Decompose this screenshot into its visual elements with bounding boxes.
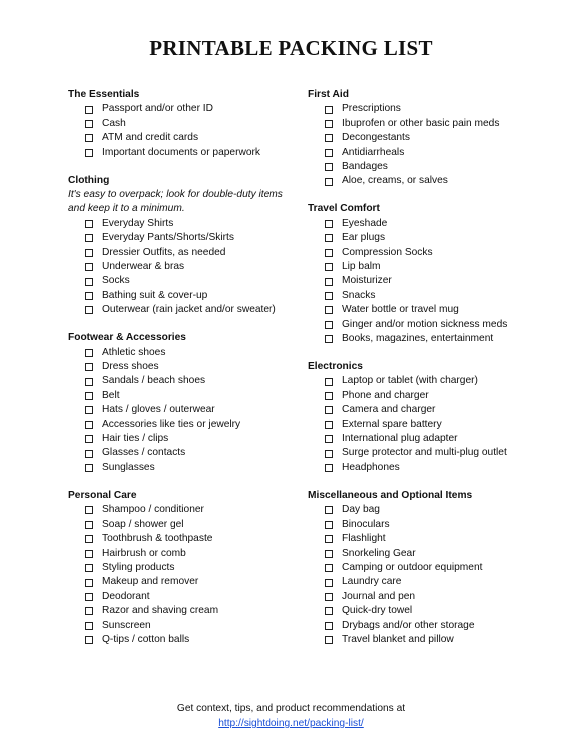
checklist-item-label: Q-tips / cotton balls [102, 633, 190, 645]
section-miscellaneous-and-optional-items [308, 489, 548, 647]
checklist-item[interactable] [308, 102, 548, 116]
checklist-item-label: Everyday Pants/Shorts/Skirts [102, 232, 234, 244]
checklist-item[interactable] [308, 575, 548, 589]
checklist-item[interactable] [68, 389, 298, 403]
checkbox-icon[interactable] [85, 134, 93, 142]
checklist-item-label: Camping or outdoor equipment [342, 561, 483, 573]
footer-link[interactable]: http://sightdoing.net/packing-list/ [218, 718, 364, 729]
section-the-essentials [68, 88, 298, 160]
checklist-item-label: International plug adapter [342, 433, 458, 445]
checklist-item-label: Compression Socks [342, 246, 433, 258]
checklist-item[interactable] [68, 518, 298, 532]
checklist-item-label: Outerwear (rain jacket and/or sweater) [102, 304, 276, 316]
checkbox-icon[interactable] [325, 378, 333, 386]
checkbox-icon[interactable] [85, 636, 93, 644]
checklist-item[interactable] [68, 217, 298, 231]
checkbox-icon[interactable] [325, 335, 333, 343]
checklist-item-label: Toothbrush & toothpaste [102, 533, 213, 545]
checklist-item[interactable] [68, 303, 298, 317]
checkbox-icon[interactable] [325, 249, 333, 257]
checklist-item-label: ATM and credit cards [102, 132, 199, 144]
right-column [308, 88, 548, 661]
checklist-item-label: Underwear & bras [102, 261, 185, 273]
checklist-item[interactable] [308, 131, 548, 145]
checkbox-icon[interactable] [85, 120, 93, 128]
checklist-item[interactable] [308, 446, 548, 460]
checklist-item-label: Glasses / contacts [102, 447, 186, 459]
checkbox-icon[interactable] [85, 593, 93, 601]
checklist-item-label: Styling products [102, 561, 175, 573]
checkbox-icon[interactable] [325, 622, 333, 630]
checklist-item[interactable] [308, 389, 548, 403]
checklist-item[interactable] [68, 246, 298, 260]
checklist-item[interactable] [308, 604, 548, 618]
checklist-item[interactable] [68, 289, 298, 303]
checklist-item[interactable] [308, 160, 548, 174]
checkbox-icon[interactable] [85, 249, 93, 257]
checklist-item-label: Passport and/or other ID [102, 103, 213, 115]
checklist-item-label: Snorkeling Gear [342, 547, 416, 559]
checkbox-icon[interactable] [85, 220, 93, 228]
checklist-item-label: Hats / gloves / outerwear [102, 404, 215, 416]
section-title: Personal Care [68, 489, 137, 501]
section-title: Footwear & Accessories [68, 332, 186, 344]
checklist-item[interactable] [68, 146, 298, 160]
checkbox-icon[interactable] [85, 535, 93, 543]
checkbox-icon[interactable] [85, 464, 93, 472]
checklist-item[interactable] [308, 289, 548, 303]
footer-text: Get context, tips, and product recommendations at [176, 703, 406, 714]
checklist-item-label: Ginger and/or motion sickness meds [342, 318, 508, 330]
section-title: First Aid [308, 89, 349, 100]
checklist-item[interactable] [308, 547, 548, 561]
checklist-item[interactable] [308, 146, 548, 160]
checklist-item-label: Cash [102, 117, 126, 129]
footer [0, 701, 582, 731]
checkbox-icon[interactable] [85, 579, 93, 587]
checkbox-icon[interactable] [85, 263, 93, 271]
checklist-item-label: Travel blanket and pillow [342, 633, 454, 645]
checkbox-icon[interactable] [325, 306, 333, 314]
checkbox-icon[interactable] [325, 263, 333, 271]
checklist-item-label: Flashlight [342, 533, 386, 545]
checklist-item[interactable] [68, 532, 298, 546]
checkbox-icon[interactable] [85, 607, 93, 615]
checklist-item-label: Sandals / beach shoes [102, 375, 206, 387]
checklist-item[interactable] [308, 619, 548, 633]
checkbox-icon[interactable] [85, 435, 93, 443]
checklist-item[interactable] [308, 117, 548, 131]
checklist-item[interactable] [68, 418, 298, 432]
section-first-aid [308, 88, 548, 189]
checkbox-icon[interactable] [325, 435, 333, 443]
checklist-item[interactable] [68, 117, 298, 131]
checklist-item-label: Antidiarrheals [342, 146, 405, 158]
checklist-item-label: Everyday Shirts [102, 217, 174, 229]
checkbox-icon[interactable] [325, 321, 333, 329]
checklist-item[interactable] [308, 503, 548, 517]
checkbox-icon[interactable] [325, 120, 333, 128]
checkbox-icon[interactable] [85, 392, 93, 400]
checklist-item[interactable] [308, 432, 548, 446]
checklist-item[interactable] [68, 633, 298, 647]
checkbox-icon[interactable] [325, 278, 333, 286]
checklist-item-label: Dressier Outfits, as needed [102, 246, 226, 258]
checklist-item-label: Laptop or tablet (with charger) [342, 375, 478, 387]
checkbox-icon[interactable] [85, 106, 93, 114]
checklist-item[interactable] [308, 217, 548, 231]
checkbox-icon[interactable] [325, 421, 333, 429]
checkbox-icon[interactable] [325, 392, 333, 400]
checklist-item-label: Ear plugs [342, 232, 386, 244]
checklist-item-label: Journal and pen [342, 590, 416, 602]
section-title: Electronics [308, 361, 363, 373]
checklist-item-label: Water bottle or travel mug [342, 304, 459, 316]
checklist-item-label: Makeup and remover [102, 576, 199, 588]
checklist-item[interactable] [308, 633, 548, 647]
checklist-item[interactable] [68, 403, 298, 417]
checkbox-icon[interactable] [325, 234, 333, 242]
checklist-item-label: Deodorant [102, 590, 150, 602]
checkbox-icon[interactable] [85, 521, 93, 529]
checkbox-icon[interactable] [325, 579, 333, 587]
checkbox-icon[interactable] [325, 149, 333, 157]
checkbox-icon[interactable] [325, 406, 333, 414]
checkbox-icon[interactable] [325, 178, 333, 186]
checklist-item[interactable] [68, 561, 298, 575]
checklist-item[interactable] [308, 246, 548, 260]
checklist-item-label: Eyeshade [342, 217, 388, 229]
left-column [68, 88, 298, 661]
checklist-item-label: Phone and charger [342, 389, 429, 401]
checklist-item[interactable] [308, 518, 548, 532]
checklist-item-label: Quick-dry towel [342, 605, 413, 617]
checkbox-icon[interactable] [85, 421, 93, 429]
checklist-item-label: Bandages [342, 161, 388, 173]
checklist-item-label: Important documents or paperwork [102, 146, 260, 158]
checkbox-icon[interactable] [325, 450, 333, 458]
checklist-item[interactable] [68, 260, 298, 274]
checklist-item[interactable] [308, 274, 548, 288]
checklist-item[interactable] [68, 231, 298, 245]
section-personal-care [68, 489, 298, 647]
checklist-item-label: Belt [102, 389, 120, 401]
checklist-item-label: Lip balm [342, 261, 381, 273]
checklist-item[interactable] [68, 102, 298, 116]
checkbox-icon[interactable] [325, 564, 333, 572]
checkbox-icon[interactable] [85, 234, 93, 242]
checklist-item[interactable] [308, 332, 548, 346]
checklist-item-label: Prescriptions [342, 103, 401, 115]
checklist-item[interactable] [68, 374, 298, 388]
checklist-item-label: External spare battery [342, 418, 442, 430]
checklist-item[interactable] [308, 461, 548, 475]
checklist-item-label: Drybags and/or other storage [342, 619, 475, 631]
checklist-item[interactable] [308, 374, 548, 388]
checkbox-icon[interactable] [325, 106, 333, 114]
checklist-item-label: Aloe, creams, or salves [342, 175, 448, 187]
checklist-item[interactable] [308, 231, 548, 245]
section-clothing [68, 174, 298, 318]
checklist-item-label: Soap / shower gel [102, 518, 184, 530]
checkbox-icon[interactable] [85, 378, 93, 386]
checklist-item[interactable] [68, 604, 298, 618]
checklist-item-label: Camera and charger [342, 404, 436, 416]
checklist-item-label: Sunglasses [102, 461, 155, 473]
checklist-item-label: Bathing suit & cover-up [102, 289, 208, 301]
checkbox-icon[interactable] [325, 535, 333, 543]
checkbox-icon[interactable] [325, 292, 333, 300]
checklist-item[interactable] [68, 360, 298, 374]
checkbox-icon[interactable] [85, 278, 93, 286]
section-title: Clothing [68, 174, 110, 186]
checklist-item[interactable] [68, 432, 298, 446]
checkbox-icon[interactable] [325, 464, 333, 472]
checkbox-icon[interactable] [85, 506, 93, 514]
checklist-item-label: Snacks [342, 289, 376, 301]
section-title: Miscellaneous and Optional Items [308, 489, 473, 501]
checklist-item-label: Day bag [342, 504, 380, 516]
section-electronics [308, 360, 548, 475]
checklist-item-label: Ibuprofen or other basic pain meds [342, 117, 500, 129]
checklist-item-label: Books, magazines, entertainment [342, 333, 494, 345]
checklist-item[interactable] [308, 403, 548, 417]
checklist-item-label: Razor and shaving cream [102, 605, 219, 617]
checklist-item-label: Dress shoes [102, 361, 159, 373]
checklist-item[interactable] [68, 446, 298, 460]
checklist-item[interactable] [68, 274, 298, 288]
checkbox-icon[interactable] [85, 550, 93, 558]
section-travel-comfort [308, 202, 548, 346]
checklist-item[interactable] [68, 131, 298, 145]
checklist-item-label: Accessories like ties or jewelry [102, 418, 241, 430]
checklist-item[interactable] [68, 590, 298, 604]
checklist-item[interactable] [308, 318, 548, 332]
checklist-item-label: Socks [102, 275, 130, 287]
checklist-item[interactable] [308, 532, 548, 546]
checkbox-icon[interactable] [85, 292, 93, 300]
checklist-item[interactable] [308, 174, 548, 188]
page-title: PRINTABLE PACKING LIST [149, 36, 433, 60]
checklist-item[interactable] [68, 547, 298, 561]
checklist-item[interactable] [68, 503, 298, 517]
checklist-item-label: Decongestants [342, 132, 410, 144]
checkbox-icon[interactable] [325, 521, 333, 529]
checkbox-icon[interactable] [325, 163, 333, 171]
checkbox-icon[interactable] [325, 636, 333, 644]
checklist-item[interactable] [68, 619, 298, 633]
checklist-item-label: Binoculars [342, 518, 390, 530]
checklist-item[interactable] [308, 260, 548, 274]
checkbox-icon[interactable] [85, 306, 93, 314]
checklist-item-label: Laundry care [342, 576, 402, 588]
checklist-item[interactable] [68, 575, 298, 589]
checklist-item[interactable] [308, 590, 548, 604]
checklist-item[interactable] [68, 461, 298, 475]
checklist-item[interactable] [68, 346, 298, 360]
section-footwear-and-accessories [68, 331, 298, 475]
checklist-item-label: Hairbrush or comb [102, 547, 186, 559]
checklist-item[interactable] [308, 418, 548, 432]
checkbox-icon[interactable] [85, 149, 93, 157]
checklist-item-label: Hair ties / clips [102, 433, 169, 445]
section-title: Travel Comfort [308, 203, 380, 215]
checklist-item-label: Athletic shoes [102, 346, 166, 358]
checkbox-icon[interactable] [325, 220, 333, 228]
checkbox-icon[interactable] [85, 564, 93, 572]
checkbox-icon[interactable] [85, 450, 93, 458]
checklist-item-label: Headphones [342, 461, 400, 473]
checklist-item[interactable] [308, 561, 548, 575]
section-title: The Essentials [68, 89, 140, 100]
checkbox-icon[interactable] [85, 363, 93, 371]
checkbox-icon[interactable] [325, 550, 333, 558]
checklist-item-label: Shampoo / conditioner [102, 504, 204, 516]
checkbox-icon[interactable] [325, 134, 333, 142]
checkbox-icon[interactable] [325, 607, 333, 615]
checkbox-icon[interactable] [85, 406, 93, 414]
checkbox-icon[interactable] [325, 593, 333, 601]
checklist-item-label: Surge protector and multi-plug outlet [342, 447, 507, 459]
checkbox-icon[interactable] [85, 622, 93, 630]
checkbox-icon[interactable] [325, 506, 333, 514]
checklist-item[interactable] [308, 303, 548, 317]
checkbox-icon[interactable] [85, 349, 93, 357]
checklist-item-label: Sunscreen [102, 619, 151, 631]
section-note: It's easy to overpack; look for double-duty items and keep it to a minimum. [68, 189, 283, 215]
checklist-item-label: Moisturizer [342, 275, 392, 287]
